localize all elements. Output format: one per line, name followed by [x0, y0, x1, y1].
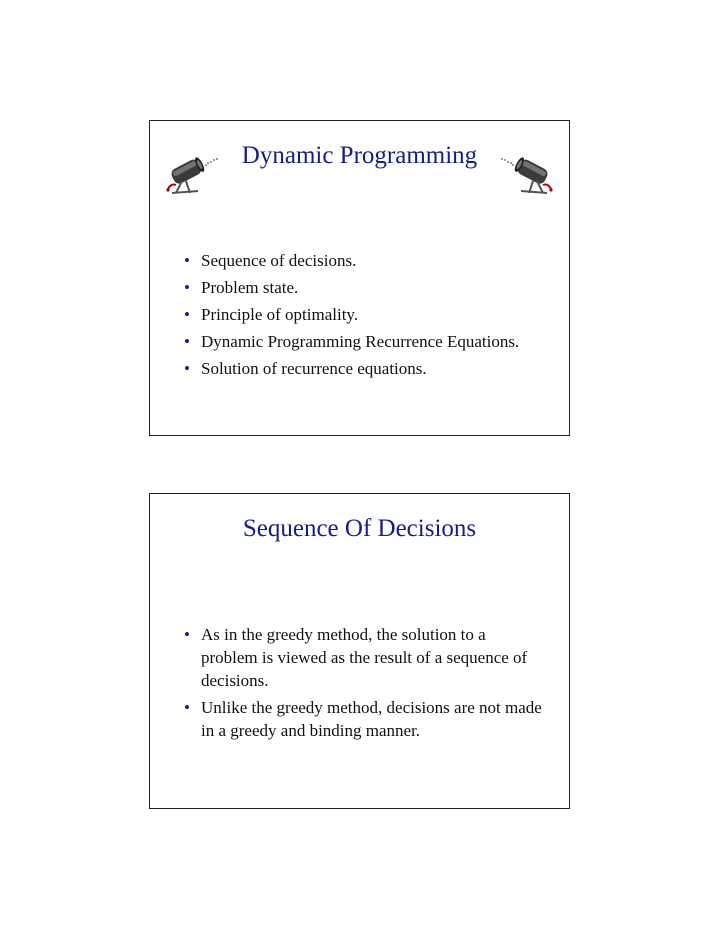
bullet-list — [182, 623, 545, 746]
slide-title: Dynamic Programming — [241, 142, 478, 169]
list-item-text: Solution of recurrence equations. — [201, 359, 427, 378]
list-item-text: Sequence of decisions. — [201, 251, 357, 270]
slide-dynamic-programming — [149, 120, 570, 436]
list-item — [182, 249, 545, 272]
bullet-icon: • — [184, 625, 190, 644]
bullet-icon: • — [184, 359, 190, 378]
list-item — [182, 303, 545, 326]
list-item — [182, 623, 545, 692]
list-item-text: Dynamic Programming Recurrence Equations. — [201, 332, 520, 351]
bullet-list — [182, 249, 545, 384]
bullet-icon: • — [184, 332, 190, 351]
list-item-text: Unlike the greedy method, decisions are not made in a greedy and binding manner. — [201, 698, 542, 740]
bullet-icon: • — [184, 305, 190, 324]
list-item — [182, 696, 545, 742]
bullet-icon: • — [184, 251, 190, 270]
slide-sequence-of-decisions — [149, 493, 570, 809]
bullet-icon: • — [184, 278, 190, 297]
list-item-text: Principle of optimality. — [201, 305, 359, 324]
bullet-icon: • — [184, 698, 190, 717]
cannon-icon — [501, 147, 557, 203]
list-item — [182, 357, 545, 380]
slide-title: Sequence Of Decisions — [242, 515, 477, 542]
list-item — [182, 330, 545, 353]
list-item-text: As in the greedy method, the solution to a problem is viewed as the result of a sequence of decisions. — [201, 625, 528, 690]
list-item — [182, 276, 545, 299]
list-item-text: Problem state. — [201, 278, 299, 297]
